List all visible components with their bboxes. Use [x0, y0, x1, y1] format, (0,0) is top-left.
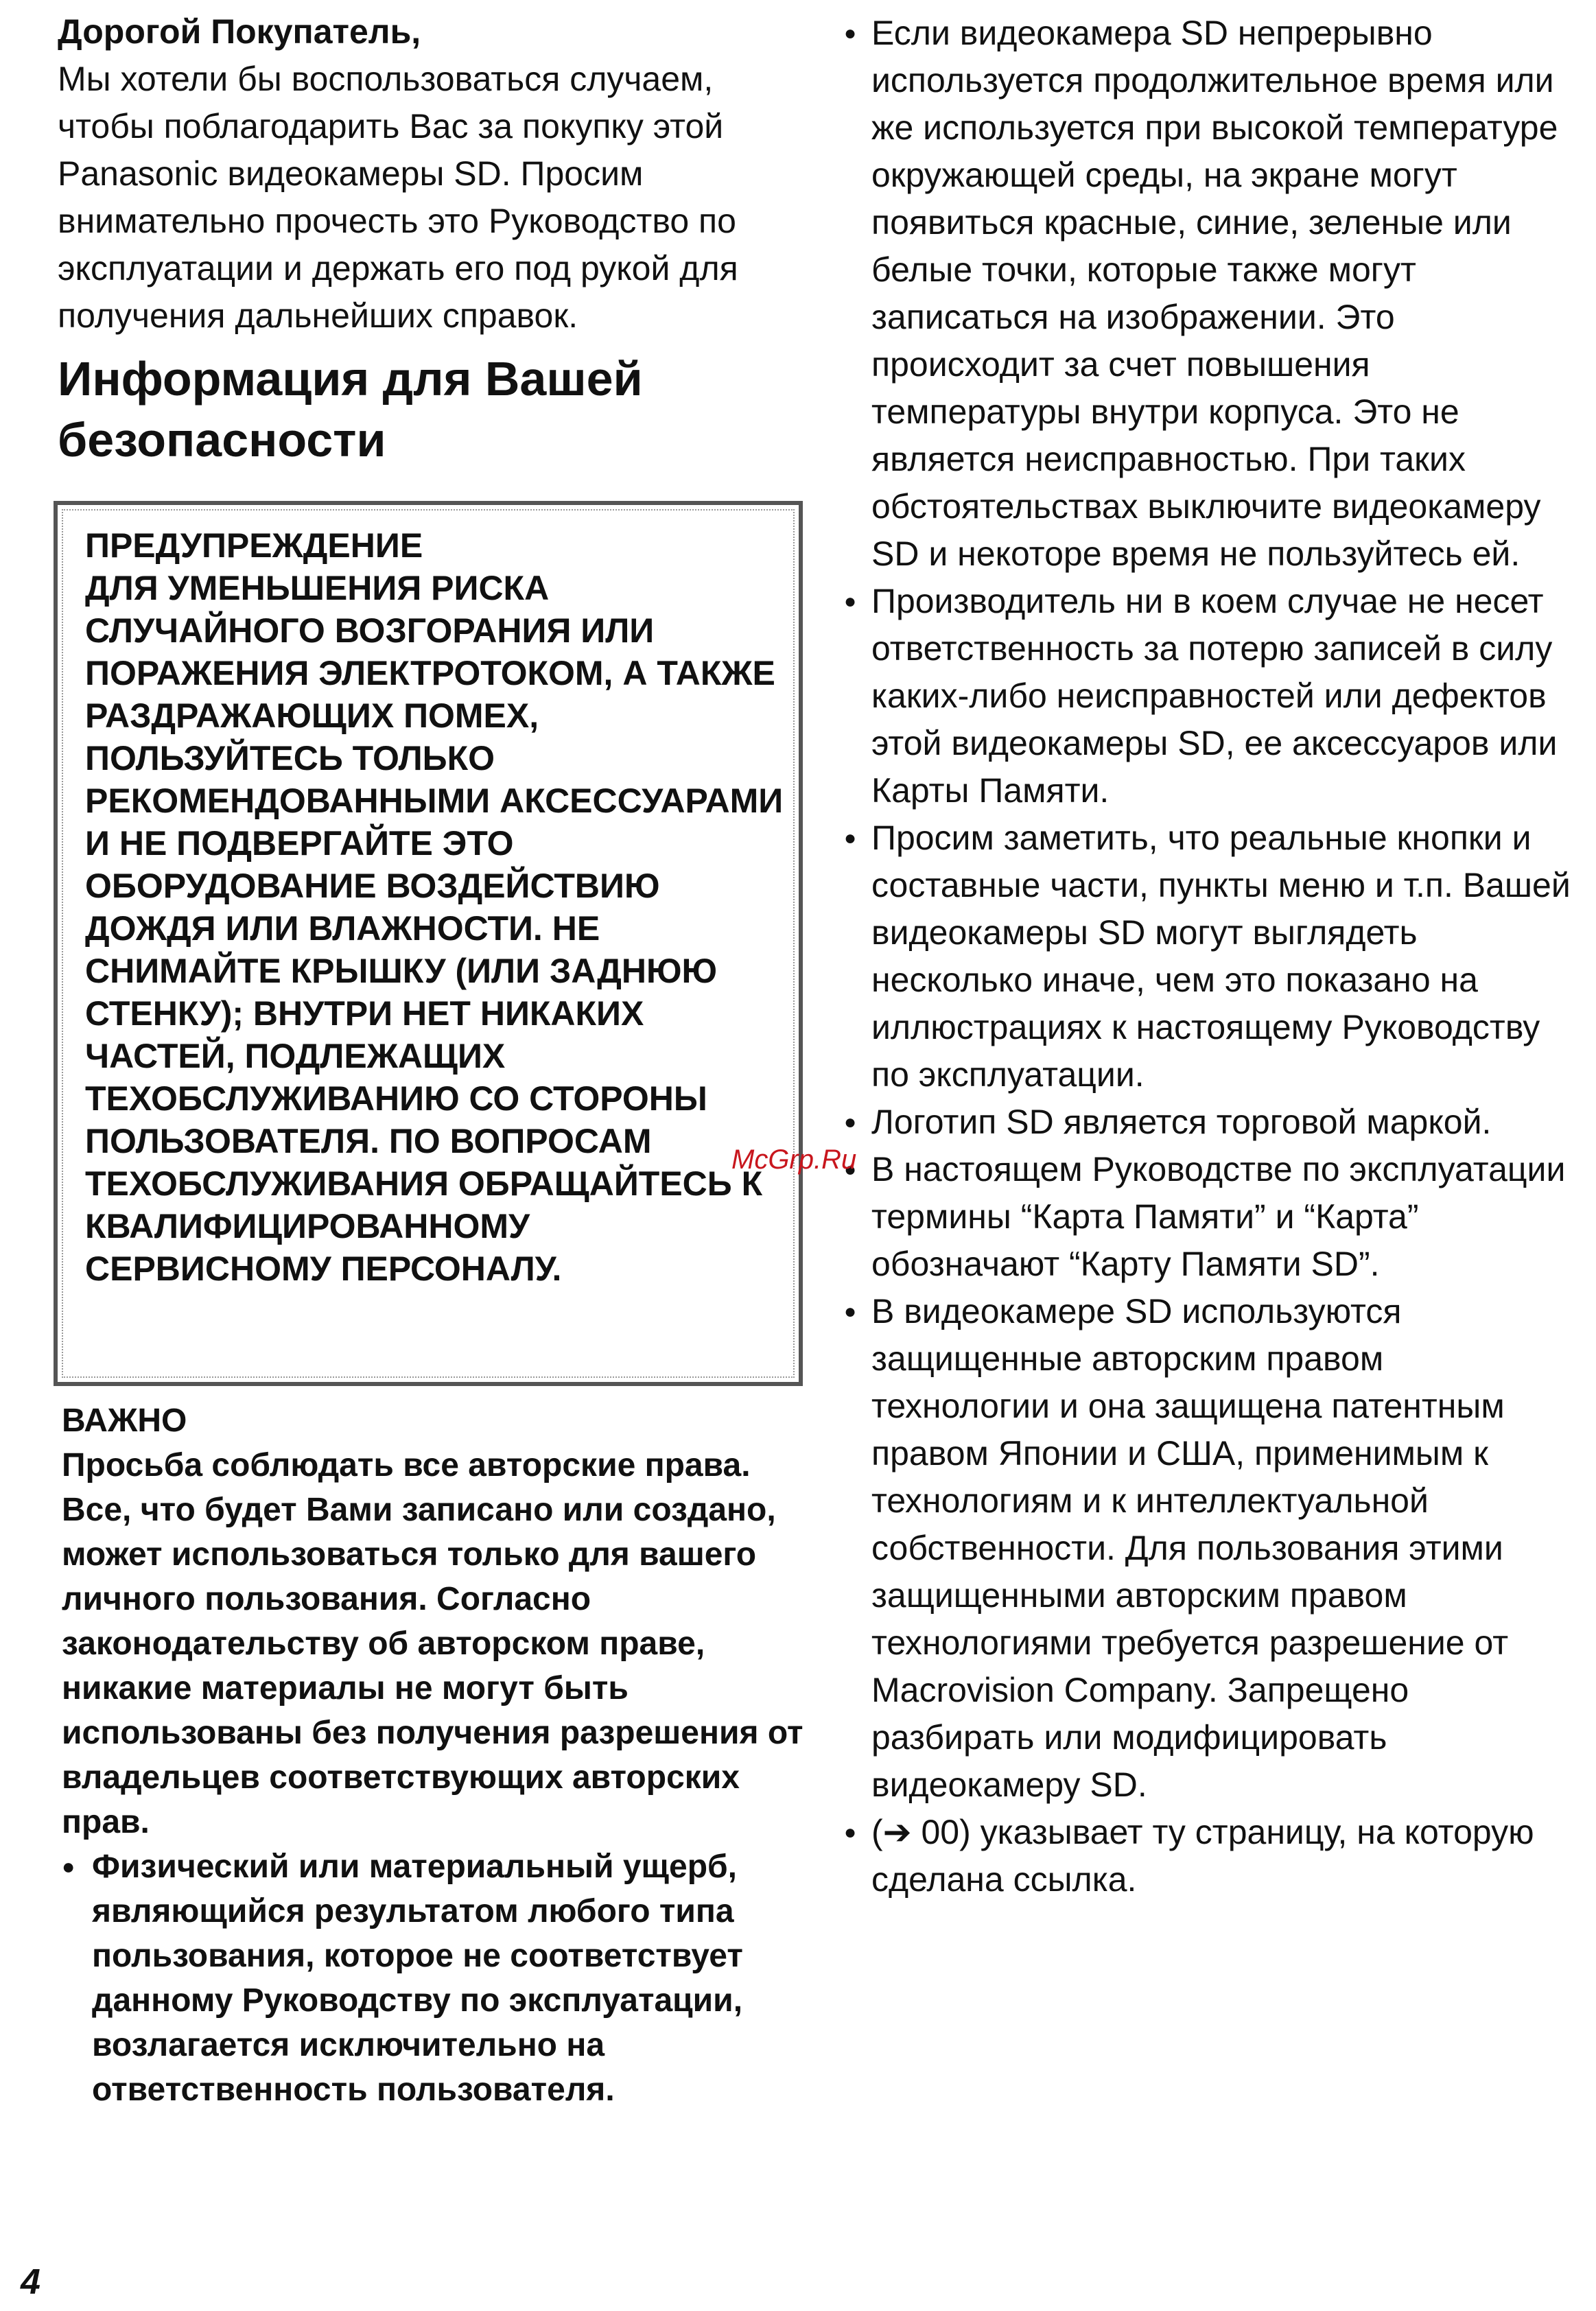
greeting-salutation: Дорогой Покупатель,	[58, 12, 421, 51]
greeting-body: Мы хотели бы воспользоваться случаем, чтобы поблагодарить Вас за покупку этой Panasonic видеокамеры SD. Просим внимательно прочесть это Руководство по эксплуатации и держать его под рукой для получения дальнейших справок.	[58, 60, 738, 335]
notes-list	[844, 10, 1571, 1903]
note-item: ● Просим заметить, что реальные кнопки и составные части, пункты меню и т.п. Вашей видеокамеры SD могут выглядеть несколько иначе, чем это показано на иллюстрациях к настоящему Руководству по эксплуатации.	[844, 814, 1571, 1099]
note-item: ● В настоящем Руководстве по эксплуатации термины “Карта Памяти” и “Карта” обозначают “Карту Памяти SD”.	[844, 1146, 1571, 1288]
reference-note	[844, 1809, 1571, 1903]
important-line-2: Все, что будет Вами записано или создано, может использоваться только для вашего личного пользования. Согласно законодательству об авторском праве, никакие материалы не могут быть использованы без получения разрешения от владельцев соответствующих авторских прав.	[62, 1492, 803, 1840]
arrow-right-icon: ➔	[882, 1813, 912, 1851]
warning-body: ДЛЯ УМЕНЬШЕНИЯ РИСКА СЛУЧАЙНОГО ВОЗГОРАНИЯ ИЛИ ПОРАЖЕНИЯ ЭЛЕКТРОТОКОМ, А ТАКЖЕ РАЗДРАЖАЮЩИХ ПОМЕХ, ПОЛЬЗУЙТЕСЬ ТОЛЬКО РЕКОМЕНДОВАННЫМИ АКСЕССУАРАМИ И НЕ ПОДВЕРГАЙТЕ ЭТО ОБОРУДОВАНИЕ ВОЗДЕЙСТВИЮ ДОЖДЯ ИЛИ ВЛАЖНОСТИ. НЕ СНИМАЙТЕ КРЫШКУ (ИЛИ ЗАДНЮЮ СТЕНКУ); ВНУТРИ НЕТ НИКАКИХ ЧАСТЕЙ, ПОДЛЕЖАЩИХ ТЕХОБСЛУЖИВАНИЮ СО СТОРОНЫ ПОЛЬЗОВАТЕЛЯ. ПО ВОПРОСАМ ТЕХОБСЛУЖИВАНИЯ ОБРАЩАЙТЕСЬ К КВАЛИФИЦИРОВАННОМУ СЕРВИСНОМУ ПЕРСОНАЛУ.	[85, 569, 784, 1288]
safety-title: Информация для Вашей безопасности	[58, 352, 643, 467]
greeting-block	[58, 8, 812, 340]
warning-box	[54, 501, 803, 1386]
important-section	[62, 1398, 810, 2112]
note-item: ● В видеокамере SD используются защищенные авторским правом технологии и она защищена патентным правом Японии и США, применимым к технологиям и к интеллектуальной собственности. Для пользования этими защищенными авторским правом технологиями требуется разрешение от Macrovision Company. Запрещено разбирать или модифицировать видеокамеру SD.	[844, 1288, 1571, 1809]
reference-open: (	[871, 1813, 883, 1851]
page-number: 4	[21, 2262, 40, 2302]
note-item: ● Если видеокамера SD непрерывно используется продолжительное время или же используется при высокой температуре окружающей среды, на экране могут появиться красные, синие, зеленые или белые точки, которые также могут записаться на изображении. Это происходит за счет повышения температуры внутри корпуса. Это не является неисправностью. При таких обстоятельствах выключите видеокамеру SD и некоторе время не пользуйтесь ей.	[844, 10, 1571, 578]
reference-text: ) указывает ту страницу, на которую сделана ссылка.	[871, 1813, 1534, 1899]
note-item: ● Логотип SD является торговой маркой.	[844, 1099, 1571, 1146]
reference-page: 00	[911, 1813, 960, 1851]
watermark: McGrp.Ru	[731, 1145, 857, 1175]
warning-title: ПРЕДУПРЕЖДЕНИЕ	[85, 526, 423, 565]
note-item: ● Производитель ни в коем случае не несет ответственность за потерю записей в силу каких-либо неисправностей или дефектов этой видеокамеры SD, ее аксессуаров или Карты Памяти.	[844, 578, 1571, 814]
important-line-1: Просьба соблюдать все авторские права.	[62, 1447, 751, 1483]
important-heading: ВАЖНО	[62, 1403, 187, 1439]
important-bullet: ● Физический или материальный ущерб, являющийся результатом любого типа пользования, которое не соответствует данному Руководству по эксплуатации, возлагается исключительно на ответственность пользователя.	[62, 1844, 810, 2112]
